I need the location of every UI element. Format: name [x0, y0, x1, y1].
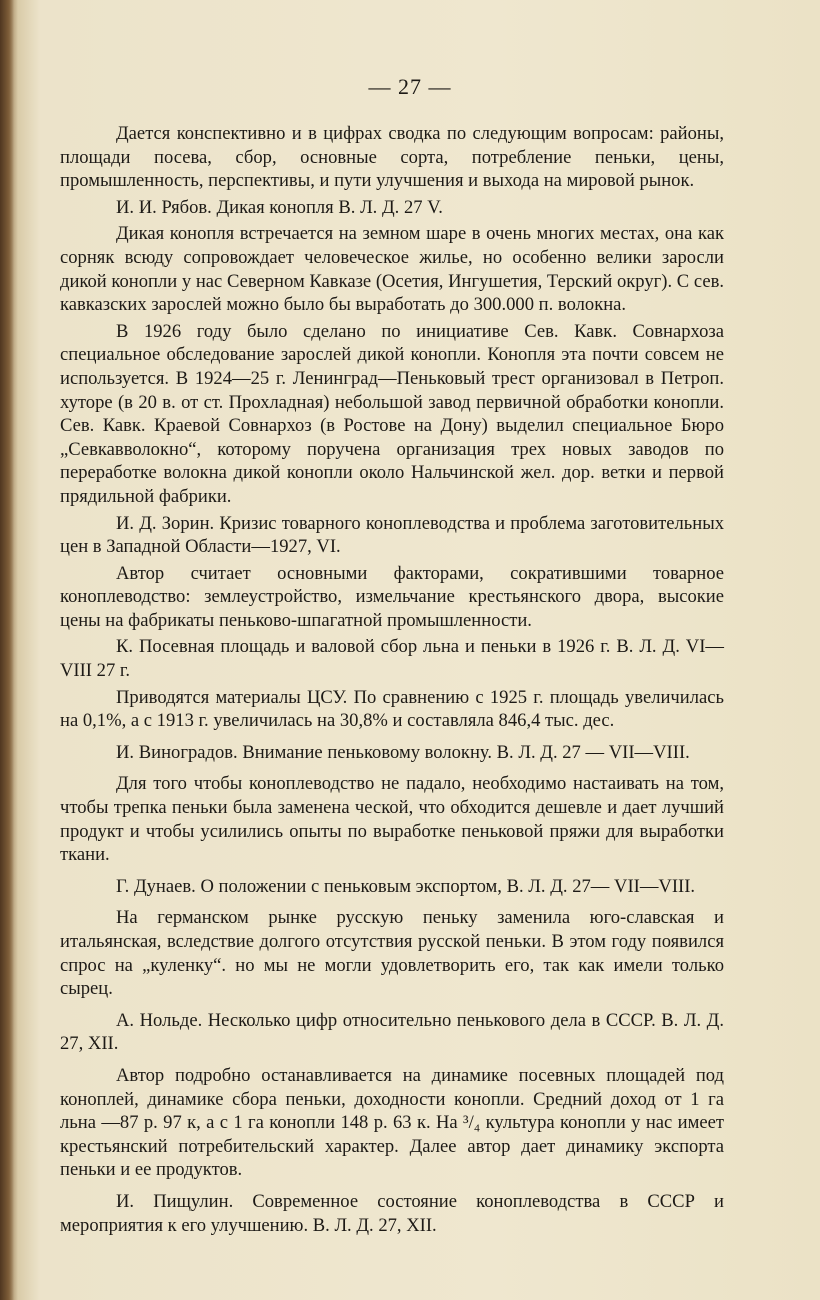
- page-body-text: [60, 122, 724, 1240]
- paragraph-combing: Для того чтобы коноплеводство не падало, необходимо настаивать на том, чтобы трепка пеньки была заменена ческой, что обходится дешевле и дает лучший продукт и чтобы усилились опыты по выработке пеньковой пряжи для выработки ткани.: [60, 773, 724, 866]
- page-binding-edge: [0, 0, 14, 1300]
- paragraph-wild-hemp: Дикая конопля встречается на земном шаре в очень многих местах, она как сорняк всюду сопровождает человеческое жилье, но особенно велики заросли дикой конопли у нас Северном Кавказе (Осетия, Ингушетия, Терский округ). С сев. кавказских зарослей можно было бы выработать до 300.000 п. волокна.: [60, 223, 724, 316]
- paragraph-bibliography-zorin: И. Д. Зорин. Кризис товарного коноплеводства и проблема заготовительных цен в Западной Области—1927, VI.: [60, 512, 724, 558]
- paragraph-bibliography-area: К. Посевная площадь и валовой сбор льна и пеньки в 1926 г. В. Л. Д. VI—VIII 27 г.: [60, 636, 724, 682]
- paragraph-income-dynamics: Автор подробно останавливается на динамике посевных площадей под коноплей, динамике сбора пеньки, доходности конопли. Средний доход от 1 га льна —87 р. 97 к, а с 1 га конопли 148 р. 63 к. На ³/₄ культура конопли у нас имеет крестьянский потребительский характер. Далее автор дает динамику экспорта пеньки и ее продуктов.: [60, 1064, 724, 1181]
- paragraph-factors: Автор считает основными факторами, сократившими товарное коноплеводство: землеустройство, измельчание крестьянского двора, высокие цены на фабрикаты пеньково-шпагатной промышленности.: [60, 562, 724, 631]
- paragraph-bibliography-ryabov: И. И. Рябов. Дикая конопля В. Л. Д. 27 V.: [116, 196, 443, 218]
- page-number: — 27 —: [368, 74, 452, 99]
- paragraph-bibliography-pishchulin: И. Пищулин. Современное состояние коноплеводства в СССР и мероприятия к его улучшению. В. Л. Д. 27, XII.: [60, 1190, 724, 1236]
- paragraph-german-market: На германском рынке русскую пеньку заменила юго-славская и итальянская, вследствие долгого отсутствия русской пеньки. В этом году появился спрос на „куленку“. но мы не могли удовлетворить его, так как имели только сырец.: [60, 907, 724, 1000]
- paragraph-summary-intro: Дается конспективно и в цифрах сводка по следующим вопросам: районы, площади посева, сбор, основные сорта, потребление пеньки, цены, промышленность, перспективы, и пути улучшения и выхода на мировой рынок.: [60, 123, 724, 192]
- paragraph-bibliography-nolde: А. Нольде. Несколько цифр относительно пенькового дела в СССР. В. Л. Д. 27, XII.: [60, 1009, 724, 1055]
- paragraph-bibliography-vinogradov: И. Виноградов. Внимание пеньковому волокну. В. Л. Д. 27 — VII—VIII.: [116, 741, 690, 763]
- paragraph-csu-materials: Приводятся материалы ЦСУ. По сравнению с 1925 г. площадь увеличилась на 0,1%, а с 1913 г. увеличилась на 30,8% и составляла 846,4 тыс. дес.: [60, 686, 724, 732]
- paragraph-bibliography-dunaev: Г. Дунаев. О положении с пеньковым экспортом, В. Л. Д. 27— VII—VIII.: [116, 875, 696, 897]
- paragraph-survey-1926: В 1926 году было сделано по инициативе Сев. Кавк. Совнархоза специальное обследование зарослей дикой конопли. Конопля эта почти совсем не используется. В 1924—25 г. Ленинград—Пеньковый трест организовал в Петроп. хуторе (в 20 в. от ст. Прохладная) небольшой завод первичной обработки конопли. Сев. Кавк. Краевой Совнархоз (в Ростове на Дону) выделил специальное Бюро „Севкавволокно“, которому поручена организация трех новых заводов по переработке волокна дикой конопли около Нальчинской жел. дор. ветки и первой прядильной фабрики.: [60, 320, 724, 507]
